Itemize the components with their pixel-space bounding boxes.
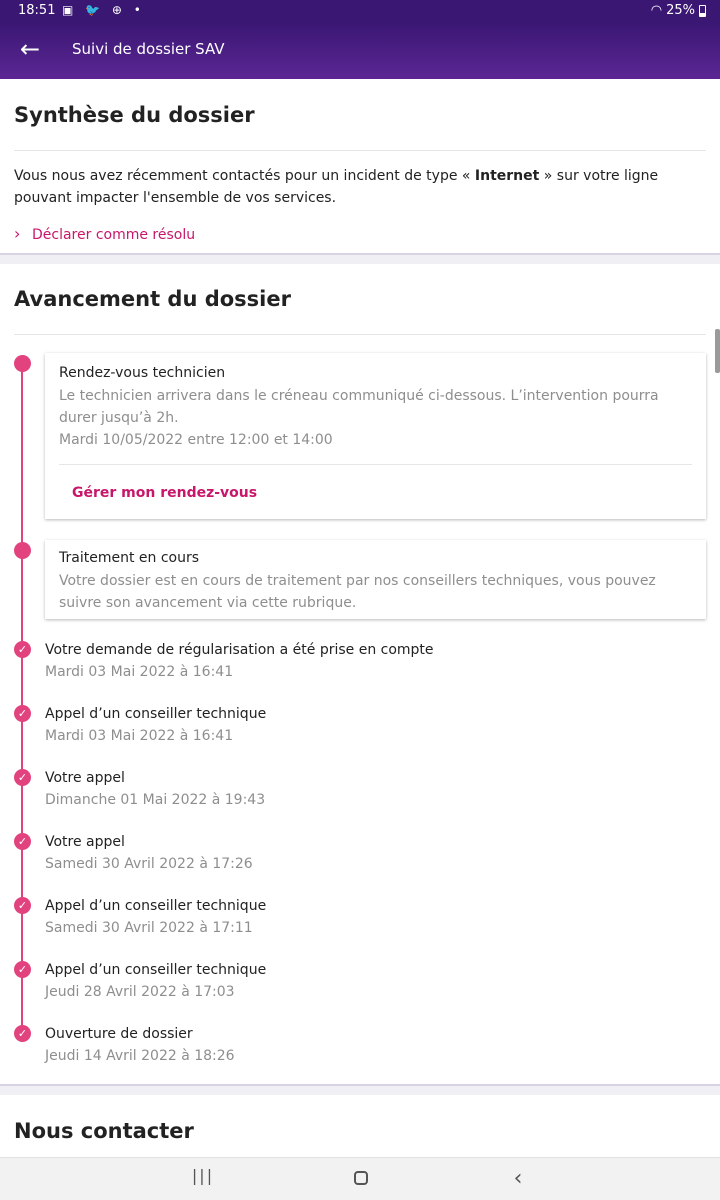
- timeline-event: [45, 641, 434, 681]
- timeline-event: [45, 833, 253, 873]
- system-nav-bar: [0, 1157, 720, 1200]
- timeline-event: [45, 705, 266, 745]
- timeline-event: [45, 961, 266, 1001]
- event-date: Samedi 30 Avril 2022 à 17:26: [45, 856, 253, 872]
- status-bar: [0, 0, 720, 22]
- event-date: Samedi 30 Avril 2022 à 17:11: [45, 920, 253, 936]
- event-title: Votre appel: [45, 770, 125, 786]
- event-title: Ouverture de dossier: [45, 1026, 193, 1042]
- synthese-title: Synthèse du dossier: [14, 103, 255, 127]
- chevron-right-icon: ›: [14, 224, 21, 243]
- divider: [59, 464, 692, 465]
- event-title: Appel d’un conseiller technique: [45, 898, 267, 914]
- synthese-description: [14, 165, 704, 209]
- scrollbar-thumb[interactable]: [715, 329, 720, 373]
- nav-back-icon[interactable]: ‹: [513, 1166, 523, 1191]
- check-icon: ✓: [14, 705, 31, 722]
- app-bar: [0, 22, 720, 79]
- event-date: Mardi 03 Mai 2022 à 16:41: [45, 728, 234, 744]
- battery-icon: [699, 5, 706, 17]
- battery-level: 25%: [666, 3, 695, 18]
- main-content[interactable]: [0, 79, 720, 1157]
- event-title: Appel d’un conseiller technique: [45, 706, 267, 722]
- notification-icons: ▣ 🐦 ⊕ •: [62, 3, 145, 17]
- status-right: [651, 3, 706, 18]
- avancement-card: [0, 264, 720, 1086]
- traitement-card: [45, 540, 706, 619]
- contact-title: Nous contacter: [14, 1119, 194, 1143]
- declare-resolved-link[interactable]: [14, 224, 195, 243]
- rdv-card: [45, 353, 706, 519]
- rdv-date: Mardi 10/05/2022 entre 12:00 et 14:00: [59, 432, 333, 448]
- status-time: 18:51: [18, 3, 56, 18]
- check-icon: ✓: [14, 641, 31, 658]
- divider: [14, 334, 706, 335]
- back-arrow-icon[interactable]: ←: [20, 35, 41, 63]
- traitement-description: Votre dossier est en cours de traitement par nos conseillers techniques, vous pouvez suivre son avancement via cette rubrique.: [59, 573, 656, 611]
- check-icon: ✓: [14, 961, 31, 978]
- check-icon: ✓: [14, 897, 31, 914]
- event-title: Appel d’un conseiller technique: [45, 962, 267, 978]
- event-title: Votre appel: [45, 834, 125, 850]
- timeline-event: [45, 1025, 235, 1065]
- home-icon[interactable]: [341, 1166, 381, 1192]
- timeline-dot: [14, 355, 31, 372]
- rdv-title: Rendez-vous technicien: [59, 365, 226, 381]
- event-date: Mardi 03 Mai 2022 à 16:41: [45, 664, 234, 680]
- event-date: Jeudi 28 Avril 2022 à 17:03: [45, 984, 235, 1000]
- synthese-card: [0, 79, 720, 255]
- timeline-event: [45, 769, 265, 809]
- event-title: Votre demande de régularisation a été prise en compte: [45, 642, 434, 658]
- declare-resolved-label: Déclarer comme résolu: [32, 227, 196, 243]
- check-icon: ✓: [14, 769, 31, 786]
- event-date: Jeudi 14 Avril 2022 à 18:26: [45, 1048, 235, 1064]
- traitement-title: Traitement en cours: [59, 550, 200, 566]
- incident-type: Internet: [474, 168, 540, 184]
- check-icon: ✓: [14, 1025, 31, 1042]
- rdv-description: Le technicien arrivera dans le créneau communiqué ci-dessous. L’intervention pourra durer jusqu’à 2h.: [59, 388, 659, 426]
- check-icon: ✓: [14, 833, 31, 850]
- synthese-desc-prefix: Vous nous avez récemment contactés pour un incident de type «: [14, 168, 475, 184]
- recent-apps-icon[interactable]: |||: [191, 1166, 215, 1185]
- timeline-line: [21, 364, 23, 1034]
- wifi-icon: ◠: [650, 3, 663, 18]
- contact-card: [0, 1095, 720, 1157]
- avancement-title: Avancement du dossier: [14, 287, 291, 311]
- synthese-desc-suffix: » sur votre ligne pouvant impacter l'ensemble de vos services.: [14, 168, 659, 206]
- timeline-event: [45, 897, 266, 937]
- page-title: Suivi de dossier SAV: [72, 40, 225, 58]
- event-date: Dimanche 01 Mai 2022 à 19:43: [45, 792, 266, 808]
- timeline-dot: [14, 542, 31, 559]
- manage-appointment-button[interactable]: Gérer mon rendez-vous: [72, 485, 258, 501]
- divider: [14, 150, 706, 151]
